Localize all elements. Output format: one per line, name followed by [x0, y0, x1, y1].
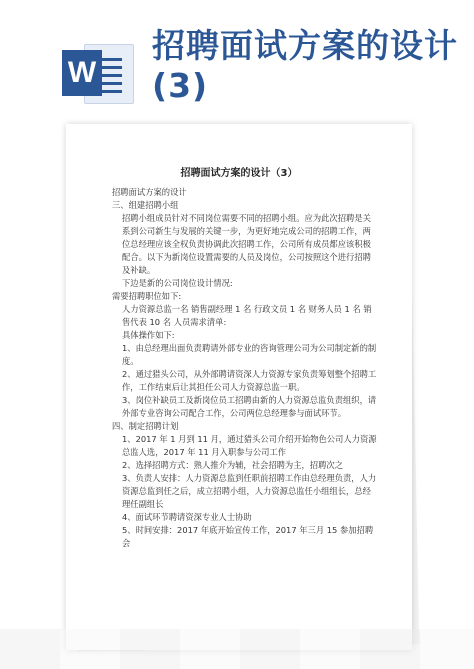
page-title: 招聘面试方案的设计(3) [152, 26, 458, 105]
doc-list-item: 3、负责人安排：人力资源总监到任职前招聘工作由总经理负责，人力资源总监到任之后，成立招聘小组，人力资源总监任小组组长，总经理任副组长 [122, 473, 377, 509]
doc-list-item: 1、由总经理出面负责聘请外部专业的咨询管理公司为公司制定新的制度。 [122, 343, 377, 366]
header [0, 0, 474, 118]
doc-list-item: 2、通过猎头公司，从外部聘请资深人力资源专家负责筹划整个招聘工作，工作结束后让其担任公司人力资源总监一职。 [122, 369, 377, 392]
doc-line: 三、组建招聘小组 [112, 200, 179, 210]
doc-paragraph: 招聘小组成员针对不同岗位需要不同的招聘小组。应为此次招聘是关系到公司新生与发展的关键一步，为更好地完成公司的招聘工作，两位总经理应该全权负责协调此次招聘工作，公司所有成员都应该积极配合。以下为新岗位设置需要的人员及岗位，公司按照这个进行招聘及补缺。 [122, 213, 371, 275]
watermark-band [0, 629, 474, 669]
doc-line: 招聘面试方案的设计 [112, 187, 187, 197]
doc-list-item: 5、时间安排：2017 年底开始宣传工作，2017 年三月 15 参加招聘会 [122, 525, 374, 548]
doc-line: 需要招聘职位如下: [112, 291, 182, 301]
doc-section-heading: 四、制定招聘计划 [112, 421, 179, 431]
word-icon [62, 40, 134, 106]
word-icon-letter: W [62, 50, 102, 96]
document-page [66, 124, 412, 650]
document-body [112, 186, 378, 550]
doc-list-item: 3、岗位补缺员工及新岗位员工招聘由新的人力资源总监负责组织，请外部专业咨询公司配合工作，公司两位总经理参与面试环节。 [122, 395, 377, 418]
doc-line: 具体操作如下: [122, 330, 175, 340]
document-title: 招聘面试方案的设计（3） [180, 168, 298, 179]
doc-line: 人力资源总监一名 销售副经理 1 名 行政文员 1 名 财务人员 1 名 销售代表 10 名 人员需求清单: [122, 304, 372, 327]
doc-line: 下边是新的公司岗位设计情况: [122, 278, 233, 288]
doc-list-item: 2、选择招聘方式：熟人推介为辅，社会招聘为主，招聘次之 [122, 460, 343, 470]
doc-list-item: 4、面试环节聘请资深专业人士协助 [122, 512, 252, 522]
doc-list-item: 1、2017 年 1 月到 11 月，通过猎头公司介绍开始物色公司人力资源总监人选，2017 年 11 月入职参与公司工作 [122, 434, 377, 457]
